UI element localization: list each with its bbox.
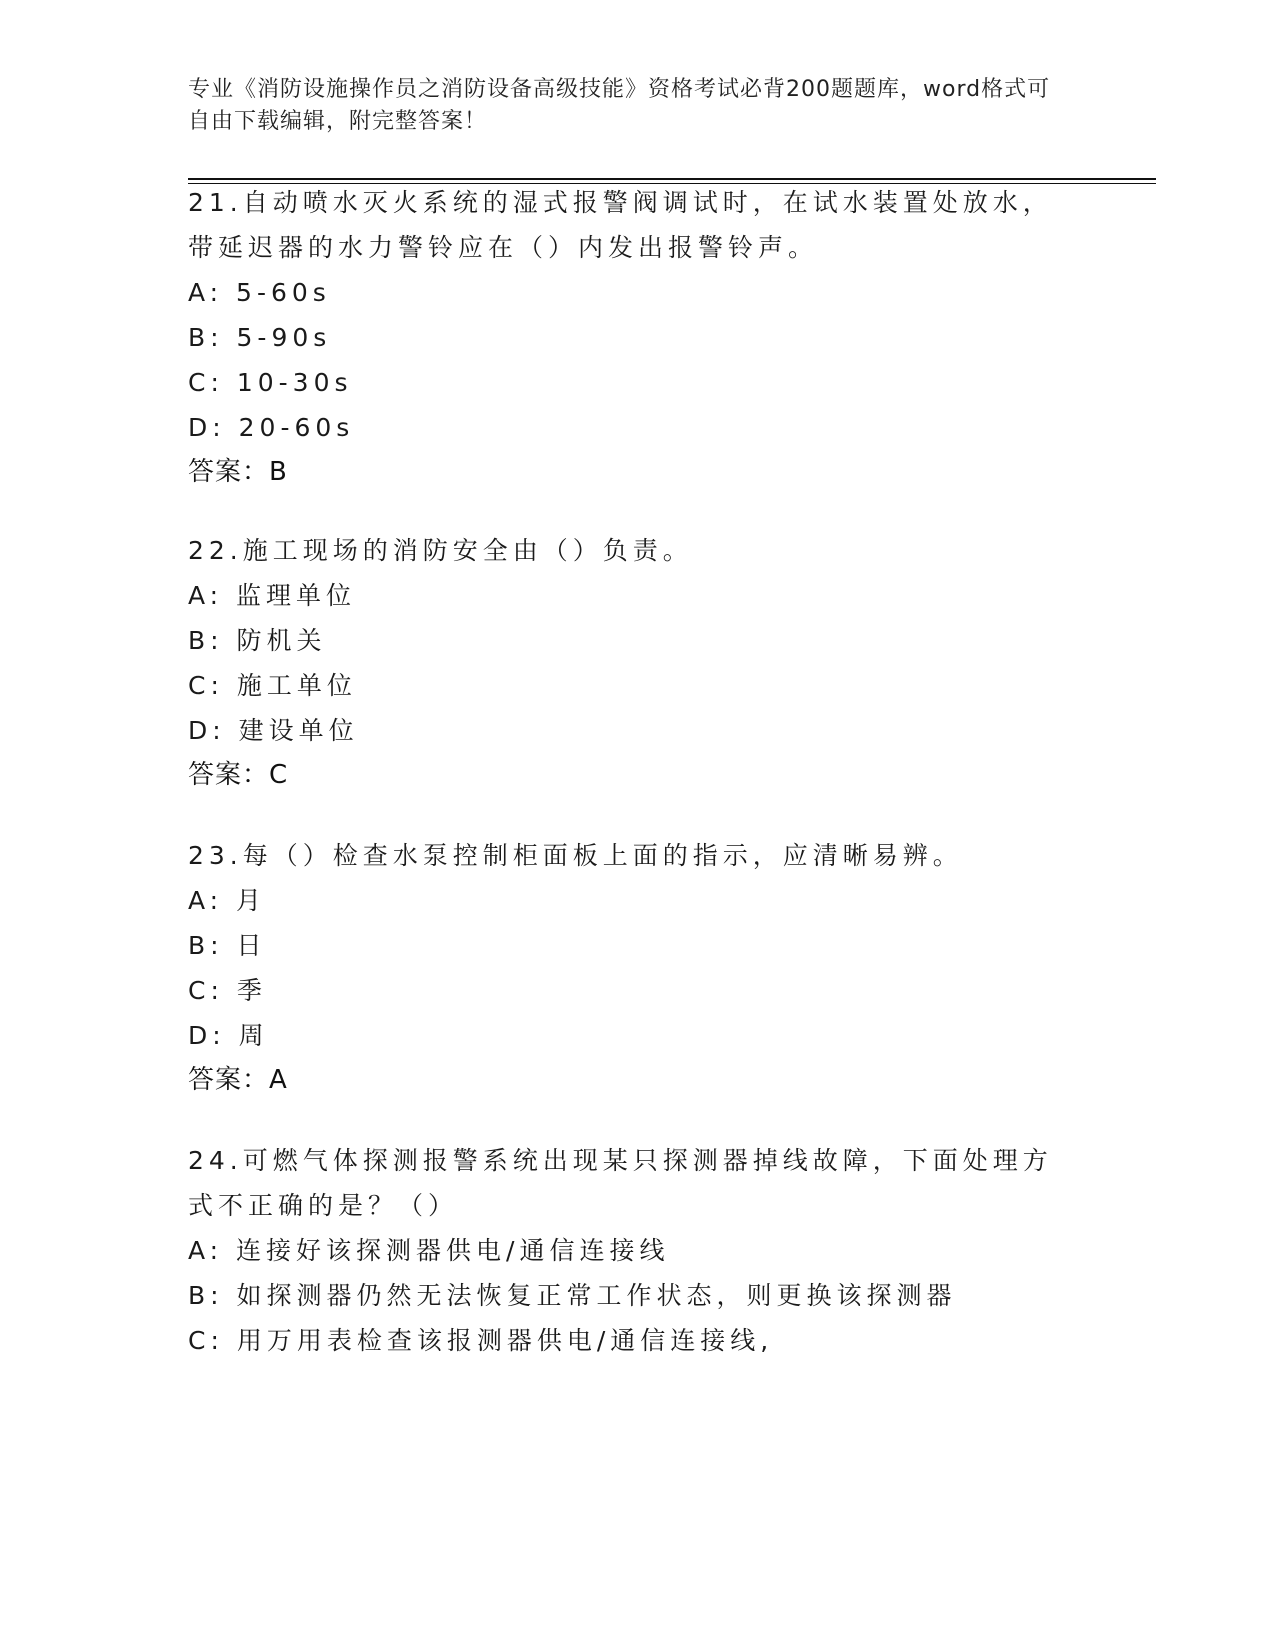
question-text: 23.每（）检查水泵控制柜面板上面的指示，应清晰易辨。 xyxy=(188,841,963,870)
option-text: 月 xyxy=(236,886,267,915)
option-text: 5-60s xyxy=(236,278,331,307)
answer: 答案：B xyxy=(188,457,288,487)
option-a xyxy=(188,270,1068,315)
option-text: 施工单位 xyxy=(236,671,357,700)
option-text: 监理单位 xyxy=(236,581,357,610)
answer: 答案：C xyxy=(188,760,289,790)
question-text: 24.可燃气体探测报警系统出现某只探测器掉线故障，下面处理方式不正确的是？（） xyxy=(188,1146,1053,1220)
question-23 xyxy=(188,833,1068,1103)
option-letter: C: xyxy=(188,976,224,1005)
option-text: 20-60s xyxy=(238,413,355,442)
option-d xyxy=(188,708,1068,753)
option-letter: B: xyxy=(188,931,224,960)
question-text: 21.自动喷水灭火系统的湿式报警阀调试时，在试水装置处放水，带延迟器的水力警铃应在（）内发出报警铃声。 xyxy=(188,188,1053,262)
option-c xyxy=(188,1318,1068,1363)
option-a xyxy=(188,573,1068,618)
option-letter: D: xyxy=(188,716,226,745)
option-letter: B: xyxy=(188,626,224,655)
option-text: 建设单位 xyxy=(238,716,359,745)
option-d xyxy=(188,405,1068,450)
option-text: 10-30s xyxy=(236,368,353,397)
option-a xyxy=(188,878,1068,923)
option-letter: A: xyxy=(188,886,224,915)
option-b xyxy=(188,923,1068,968)
option-letter: A: xyxy=(188,278,224,307)
option-c xyxy=(188,968,1068,1013)
option-text: 连接好该探测器供电/通信连接线 xyxy=(236,1236,670,1265)
option-letter: B: xyxy=(188,1281,224,1310)
option-letter: D: xyxy=(188,1021,226,1050)
option-d xyxy=(188,1013,1068,1058)
option-text: 季 xyxy=(236,976,267,1005)
option-b xyxy=(188,315,1068,360)
option-c xyxy=(188,663,1068,708)
question-text: 22.施工现场的消防安全由（）负责。 xyxy=(188,536,693,565)
option-letter: A: xyxy=(188,1236,224,1265)
option-letter: D: xyxy=(188,413,226,442)
option-text: 防机关 xyxy=(236,626,327,655)
option-text: 如探测器仍然无法恢复正常工作状态，则更换该探测器 xyxy=(236,1281,957,1310)
answer: 答案：A xyxy=(188,1065,288,1095)
option-letter: C: xyxy=(188,368,224,397)
option-text: 用万用表检查该报测器供电/通信连接线, xyxy=(236,1326,774,1355)
option-letter: C: xyxy=(188,671,224,700)
option-a xyxy=(188,1228,1068,1273)
option-text: 周 xyxy=(238,1021,269,1050)
option-text: 日 xyxy=(236,931,267,960)
option-letter: B: xyxy=(188,323,224,352)
question-24 xyxy=(188,1138,1068,1363)
option-text: 5-90s xyxy=(236,323,332,352)
question-21 xyxy=(188,180,1068,495)
option-letter: A: xyxy=(188,581,224,610)
option-c xyxy=(188,360,1068,405)
option-letter: C: xyxy=(188,1326,224,1355)
option-b xyxy=(188,1273,1068,1318)
document-header: 专业《消防设施操作员之消防设备高级技能》资格考试必背200题题库，word格式可自由下载编辑，附完整答案！ xyxy=(188,77,1051,134)
question-22 xyxy=(188,528,1068,798)
option-b xyxy=(188,618,1068,663)
